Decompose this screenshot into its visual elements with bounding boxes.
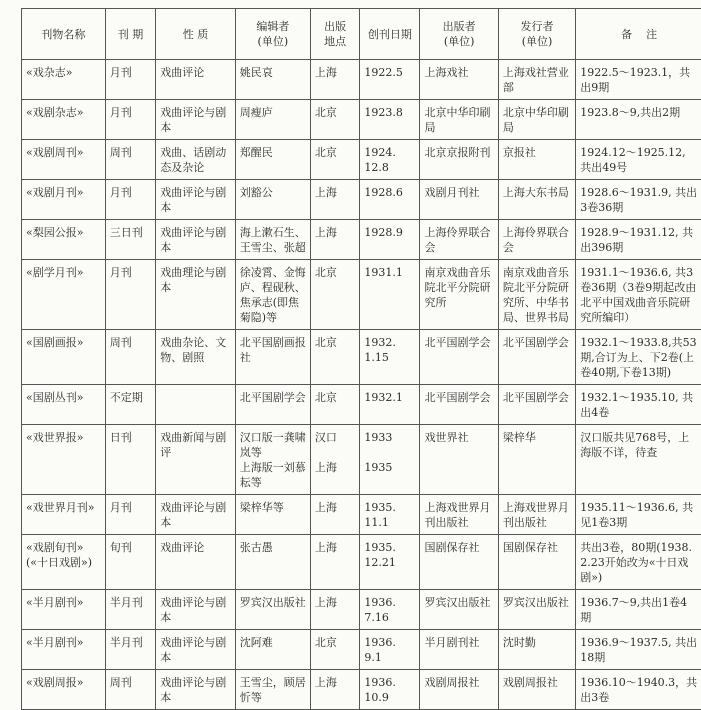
header-title: 刊物名称 — [22, 9, 106, 60]
cell-title: «梨园公报» — [22, 220, 106, 260]
cell-nature: 戏曲评论与剧本 — [156, 670, 235, 710]
cell-publisher: 上海戏社 — [420, 60, 498, 100]
cell-remarks: 1935.11～1936.6, 共见1卷3期 — [576, 495, 701, 535]
cell-publisher: 南京戏曲音乐院北平分院研究所 — [420, 260, 498, 330]
cell-frequency: 半月刊 — [105, 630, 155, 670]
cell-title: «半月剧刊» — [22, 630, 106, 670]
cell-nature — [156, 385, 235, 425]
cell-publisher: 半月剧刊社 — [420, 630, 498, 670]
table-row — [22, 260, 701, 330]
cell-editor: 海上漱石生、王雪尘、张超 — [235, 220, 310, 260]
header-remarks: 备 注 — [576, 9, 701, 60]
cell-editor: 郑醒民 — [235, 140, 310, 180]
cell-founding-date: 1923.8 — [360, 100, 420, 140]
cell-frequency: 周刊 — [105, 330, 155, 385]
cell-founding-date: 1936. 9.1 — [360, 630, 420, 670]
table-row — [22, 100, 701, 140]
cell-title: «戏剧周刊» — [22, 140, 106, 180]
cell-place: 上海 — [310, 180, 359, 220]
cell-title: «戏杂志» — [22, 60, 106, 100]
header-founding-date: 创刊日期 — [360, 9, 420, 60]
table-row — [22, 140, 701, 180]
cell-remarks: 1923.8～9,共出2期 — [576, 100, 701, 140]
cell-title: «戏剧周报» — [22, 670, 106, 710]
cell-founding-date: 1936. 7.16 — [360, 590, 420, 630]
cell-place: 上海 — [310, 495, 359, 535]
cell-founding-date: 1931.1 — [360, 260, 420, 330]
cell-distributor: 上海戏世界月刊出版社 — [498, 495, 575, 535]
cell-editor: 王雪尘，顾居忻等 — [235, 670, 310, 710]
cell-nature: 戏曲杂论、文物、剧照 — [156, 330, 235, 385]
cell-publisher: 罗宾汉出版社 — [420, 590, 498, 630]
cell-remarks: 1932.1～1935.10, 共出4卷 — [576, 385, 701, 425]
cell-frequency: 旬刊 — [105, 535, 155, 590]
cell-title: «戏世界报» — [22, 425, 106, 495]
cell-title: «剧学月刊» — [22, 260, 106, 330]
cell-frequency: 月刊 — [105, 100, 155, 140]
cell-distributor: 沈时勤 — [498, 630, 575, 670]
cell-place: 北京 — [310, 100, 359, 140]
cell-distributor: 戏剧周报社 — [498, 670, 575, 710]
cell-title: «戏剧旬刊» («十日戏剧») — [22, 535, 106, 590]
cell-remarks: 1928.6～1931.9, 共出3卷36期 — [576, 180, 701, 220]
cell-editor: 沈阿难 — [235, 630, 310, 670]
cell-distributor: 上海大东书局 — [498, 180, 575, 220]
cell-remarks: 1936.7～9,共出1卷4期 — [576, 590, 701, 630]
cell-founding-date: 1936. 10.9 — [360, 670, 420, 710]
header-distributor: 发行者 (单位) — [498, 9, 575, 60]
cell-editor: 姚民哀 — [235, 60, 310, 100]
cell-remarks: 1928.9～1931.12, 共出396期 — [576, 220, 701, 260]
cell-distributor: 国剧保存社 — [498, 535, 575, 590]
cell-nature: 戏曲评论与剧本 — [156, 590, 235, 630]
cell-title: «戏剧月刊» — [22, 180, 106, 220]
cell-publisher: 国剧保存社 — [420, 535, 498, 590]
cell-editor: 北平国剧学会 — [235, 385, 310, 425]
cell-publisher: 戏世界社 — [420, 425, 498, 495]
cell-place: 上海 — [310, 535, 359, 590]
cell-remarks: 汉口版共见768号，上海版不详，待查 — [576, 425, 701, 495]
cell-remarks: 1936.9～1937.5, 共出18期 — [576, 630, 701, 670]
header-publisher: 出版者 (单位) — [420, 9, 498, 60]
cell-editor: 张古愚 — [235, 535, 310, 590]
cell-place: 北京 — [310, 385, 359, 425]
cell-founding-date: 1935. 12.21 — [360, 535, 420, 590]
cell-place: 上海 — [310, 220, 359, 260]
header-place: 出版 地点 — [310, 9, 359, 60]
cell-publisher: 上海伶界联合会 — [420, 220, 498, 260]
cell-place: 北京 — [310, 330, 359, 385]
cell-remarks: 1922.5～1923.1，共出9期 — [576, 60, 701, 100]
table-row — [22, 630, 701, 670]
cell-editor: 周瘦庐 — [235, 100, 310, 140]
cell-editor: 刘豁公 — [235, 180, 310, 220]
cell-nature: 戏曲评论与剧本 — [156, 220, 235, 260]
cell-publisher: 北平国剧学会 — [420, 385, 498, 425]
cell-founding-date: 1932. 1.15 — [360, 330, 420, 385]
cell-title: «国剧画报» — [22, 330, 106, 385]
cell-editor: 北平国剧画报社 — [235, 330, 310, 385]
cell-distributor: 梁梓华 — [498, 425, 575, 495]
cell-nature: 戏曲评论与剧本 — [156, 100, 235, 140]
cell-distributor: 南京戏曲音乐院北平分院研究所、中华书局、世界书局 — [498, 260, 575, 330]
cell-founding-date: 1928.9 — [360, 220, 420, 260]
cell-distributor: 上海伶界联合会 — [498, 220, 575, 260]
cell-place: 北京 — [310, 140, 359, 180]
cell-editor: 梁梓华等 — [235, 495, 310, 535]
cell-editor: 汉口版一龚啸岚等 上海版一刘慕耘等 — [235, 425, 310, 495]
cell-place: 北京 — [310, 630, 359, 670]
cell-place: 上海 — [310, 60, 359, 100]
table-row — [22, 180, 701, 220]
cell-nature: 戏曲评论与剧本 — [156, 630, 235, 670]
cell-nature: 戏曲理论与剧本 — [156, 260, 235, 330]
cell-founding-date: 1924. 12.8 — [360, 140, 420, 180]
table-body — [22, 60, 701, 710]
cell-remarks: 1931.1～1936.6, 共3卷36期（3卷9期起改由北平中国戏曲音乐院研究所编印） — [576, 260, 701, 330]
cell-nature: 戏曲新闻与剧评 — [156, 425, 235, 495]
cell-place: 汉口 上海 — [310, 425, 359, 495]
cell-frequency: 不定期 — [105, 385, 155, 425]
cell-remarks: 1936.10～1940.3，共出3卷 — [576, 670, 701, 710]
cell-nature: 戏曲评论 — [156, 60, 235, 100]
cell-frequency: 周刊 — [105, 140, 155, 180]
cell-publisher: 戏剧月刊社 — [420, 180, 498, 220]
cell-nature: 戏曲评论与剧本 — [156, 495, 235, 535]
table-row — [22, 495, 701, 535]
cell-frequency: 日刊 — [105, 425, 155, 495]
cell-nature: 戏曲、话剧动态及杂论 — [156, 140, 235, 180]
table-row — [22, 670, 701, 710]
cell-title: «戏剧杂志» — [22, 100, 106, 140]
header-nature: 性 质 — [156, 9, 235, 60]
header-editor: 编辑者 (单位) — [235, 9, 310, 60]
cell-nature: 戏曲评论 — [156, 535, 235, 590]
cell-editor: 罗宾汉出版社 — [235, 590, 310, 630]
cell-publisher: 北平国剧学会 — [420, 330, 498, 385]
cell-frequency: 月刊 — [105, 495, 155, 535]
cell-place: 上海 — [310, 670, 359, 710]
cell-frequency: 月刊 — [105, 60, 155, 100]
cell-distributor: 京报社 — [498, 140, 575, 180]
cell-title: «戏世界月刊» — [22, 495, 106, 535]
table-row — [22, 330, 701, 385]
cell-remarks: 共出3卷，80期(1938.2.23开始改为«十日戏剧») — [576, 535, 701, 590]
cell-title: «半月剧刊» — [22, 590, 106, 630]
cell-frequency: 月刊 — [105, 180, 155, 220]
cell-founding-date: 1933 1935 — [360, 425, 420, 495]
table-header-row — [22, 9, 701, 60]
cell-place: 上海 — [310, 590, 359, 630]
cell-publisher: 戏剧周报社 — [420, 670, 498, 710]
cell-editor: 徐凌霄、金悔庐、程砚秋、焦承志(即焦菊隐)等 — [235, 260, 310, 330]
table-row — [22, 590, 701, 630]
cell-frequency: 月刊 — [105, 260, 155, 330]
cell-distributor: 北平国剧学会 — [498, 330, 575, 385]
table-row — [22, 385, 701, 425]
cell-founding-date: 1928.6 — [360, 180, 420, 220]
cell-distributor: 北京中华印刷局 — [498, 100, 575, 140]
cell-founding-date: 1922.5 — [360, 60, 420, 100]
cell-publisher: 上海戏世界月刊出版社 — [420, 495, 498, 535]
cell-frequency: 半月刊 — [105, 590, 155, 630]
cell-distributor: 上海戏社营业部 — [498, 60, 575, 100]
cell-frequency: 三日刊 — [105, 220, 155, 260]
cell-distributor: 北平国剧学会 — [498, 385, 575, 425]
cell-place: 北京 — [310, 260, 359, 330]
cell-publisher: 北京中华印刷局 — [420, 100, 498, 140]
cell-founding-date: 1932.1 — [360, 385, 420, 425]
cell-distributor: 罗宾汉出版社 — [498, 590, 575, 630]
cell-remarks: 1932.1～1933.8,共53期,合订为上、下2卷(上卷40期,下卷13期) — [576, 330, 701, 385]
table-row — [22, 220, 701, 260]
table-row — [22, 535, 701, 590]
cell-title: «国剧丛刊» — [22, 385, 106, 425]
periodicals-table — [21, 8, 701, 710]
table-row — [22, 60, 701, 100]
header-frequency: 刊 期 — [105, 9, 155, 60]
cell-publisher: 北京京报附刊 — [420, 140, 498, 180]
table-row — [22, 425, 701, 495]
cell-nature: 戏曲评论与剧本 — [156, 180, 235, 220]
cell-frequency: 周刊 — [105, 670, 155, 710]
cell-founding-date: 1935. 11.1 — [360, 495, 420, 535]
cell-remarks: 1924.12～1925.12, 共出49号 — [576, 140, 701, 180]
